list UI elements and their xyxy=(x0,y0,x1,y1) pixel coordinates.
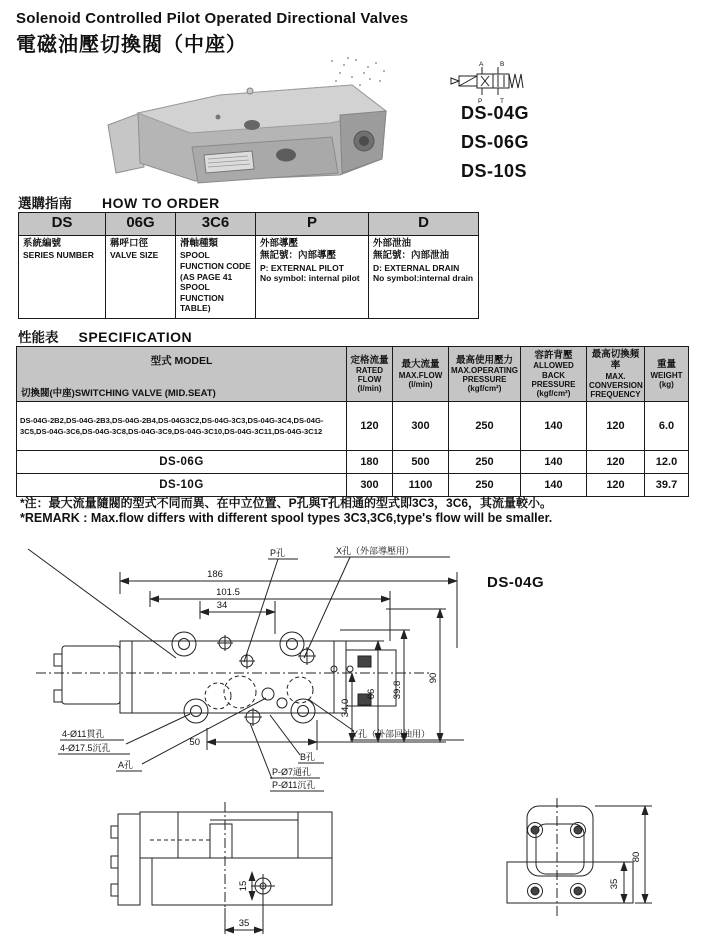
dim-side-35: 35 xyxy=(609,878,620,890)
how-to-order-heading-en: HOW TO ORDER xyxy=(102,195,220,211)
spec-model-header-line2: 切換閥(中座)SWITCHING VALVE (MID.SEAT) xyxy=(21,388,216,399)
spec-cell: 300 xyxy=(347,474,393,497)
order-code-3c6: 3C6 xyxy=(176,213,256,236)
label-p-port: P孔 xyxy=(270,548,286,558)
spec-col-rated-flow xyxy=(347,347,393,402)
order-desc-drain xyxy=(369,236,479,319)
spec-maxop-zh: 最高使用壓力 xyxy=(455,354,513,366)
valve-screw xyxy=(247,88,253,94)
order-desc-spool xyxy=(176,236,256,319)
dim-front-15: 15 xyxy=(238,880,249,892)
dim-50: 50 xyxy=(189,737,200,748)
order-pilot-zh: 外部導壓 xyxy=(260,238,299,249)
valve-screw xyxy=(216,115,221,120)
spec-cell: 120 xyxy=(347,402,393,451)
dim-39-8: 39.8 xyxy=(392,680,403,700)
dim-34-0: 34.0 xyxy=(340,698,351,718)
order-desc-series xyxy=(19,236,106,319)
spec-rated-unit: (l/min) xyxy=(357,384,382,394)
how-to-order-heading-zh: 選購指南 xyxy=(18,196,72,211)
model-ds-10s: DS-10S xyxy=(461,161,528,181)
spec-model-ds06g: DS-06G xyxy=(17,451,347,474)
spec-cell: 6.0 xyxy=(645,402,689,451)
spec-freq-zh: 最高切換頻率 xyxy=(591,348,640,372)
leader-lines xyxy=(58,557,464,791)
specification-heading-en: SPECIFICATION xyxy=(78,329,193,345)
specification-heading-zh: 性能表 xyxy=(18,330,59,345)
how-to-order-heading xyxy=(18,192,220,212)
spec-model-ds10g: DS-10G xyxy=(17,474,347,497)
label-p-through: P-Ø7通孔 xyxy=(272,767,312,777)
valve-end-cylinder-core xyxy=(359,136,369,146)
order-pilot-zh2: 無記號：內部導壓 xyxy=(260,250,337,262)
spec-col-weight xyxy=(645,347,689,402)
spec-freq-en: MAX. CONVERSION FREQUENCY xyxy=(589,371,643,399)
label-b-port: B孔 xyxy=(300,752,316,762)
order-desc-size xyxy=(106,236,176,319)
spec-back-unit: (kgf/cm²) xyxy=(536,388,571,398)
symbol-port-b-label: B xyxy=(500,61,505,68)
port-circle-b xyxy=(277,698,287,708)
spec-col-max-pressure xyxy=(449,347,521,402)
symbol-port-t-label: T xyxy=(500,98,504,105)
spec-cell: 120 xyxy=(587,474,645,497)
spec-back-zh: 容許背壓 xyxy=(534,350,573,362)
order-series-en: SERIES NUMBER xyxy=(23,250,94,261)
spec-cell: 140 xyxy=(521,451,587,474)
model-list xyxy=(461,103,529,182)
port-circle-a xyxy=(262,688,274,700)
dim-90: 90 xyxy=(428,672,439,684)
hydraulic-symbol xyxy=(437,60,555,106)
spec-cell: 140 xyxy=(521,402,587,451)
spec-cell: 12.0 xyxy=(645,451,689,474)
spec-cell: 120 xyxy=(587,451,645,474)
order-drain-zh2: 無記號：內部泄油 xyxy=(373,250,450,262)
valve-nameplate xyxy=(204,151,254,173)
order-size-zh: 稱呼口徑 xyxy=(110,238,149,249)
spec-weight-zh: 重量 xyxy=(656,359,676,371)
order-code-06g: 06G xyxy=(106,213,176,236)
remark-en: *REMARK : Max.flow differs with different spool types 3C3,3C6,type's flow will be smaller. xyxy=(20,511,553,525)
spec-cell: 250 xyxy=(449,402,521,451)
page-title-zh: 電磁油壓切換閥（中座） xyxy=(16,34,247,56)
spec-row-ds06g xyxy=(17,451,689,474)
order-drain-en2: No symbol:internal drain xyxy=(373,273,474,284)
dim-front-35: 35 xyxy=(238,918,250,929)
label-p-counterbore: P-Ø11沉孔 xyxy=(272,780,316,790)
remark-zh: *注：最大流量隨閥的型式不同而異、在中立位置、P孔與T孔相通的型式即3C3，3C6，其流量較小。 xyxy=(20,496,553,510)
order-code-d: D xyxy=(369,213,479,236)
valve-port-hole xyxy=(276,149,296,162)
page-title-en: Solenoid Controlled Pilot Operated Directional Valves xyxy=(16,10,409,27)
order-pilot-en: P: EXTERNAL PILOT xyxy=(260,262,344,273)
spec-back-en: ALLOWED BACK PRESSURE xyxy=(531,361,576,389)
spec-col-max-flow xyxy=(393,347,449,402)
spec-col-back-pressure xyxy=(521,347,587,402)
spec-maxflow-zh: 最大流量 xyxy=(401,359,440,371)
order-drain-zh: 外部泄油 xyxy=(373,238,412,249)
label-counterbore-holes: 4-Ø17.5沉孔 xyxy=(60,743,111,753)
spec-model-ds04g: DS-04G-2B2,DS-04G-2B3,DS-04G-2B4,DS-04G3C2,DS-04G-3C3,DS-04G-3C4,DS-04G-3C5,DS-04G-3C6,DS-04G-3C8,DS-04G-3C9,DS-04G-3C10,DS-04G-3C11,DS-04G-3C12 xyxy=(17,402,347,451)
dim-101-5: 101.5 xyxy=(216,587,240,598)
spec-cell: 500 xyxy=(393,451,449,474)
order-code-ds: DS xyxy=(19,213,106,236)
model-ds-04g: DS-04G xyxy=(461,103,530,123)
spec-row-ds04g xyxy=(17,402,689,451)
valve-top-hole xyxy=(244,120,260,130)
symbol-port-p-label: P xyxy=(478,98,483,105)
order-size-en: VALVE SIZE xyxy=(110,250,159,261)
solenoid-left xyxy=(62,646,120,704)
order-spool-en: SPOOL FUNCTION CODE (AS PAGE 41 SPOOL FUNCTION TABLE) xyxy=(180,250,251,314)
spec-rated-en: RATED FLOW xyxy=(356,366,383,385)
spec-maxflow-unit: (l/min) xyxy=(408,379,433,389)
order-spool-zh: 滑軸種類 xyxy=(180,238,219,249)
dim-side-80: 80 xyxy=(631,851,642,863)
how-to-order-table xyxy=(18,212,479,319)
specification-heading xyxy=(18,326,192,346)
specification-table xyxy=(16,346,689,497)
label-through-holes: 4-Ø11貫孔 xyxy=(62,729,105,739)
spec-maxop-unit: (kgf/cm²) xyxy=(467,384,502,394)
symbol-port-a-label: A xyxy=(479,61,484,68)
spec-weight-en: WEIGHT xyxy=(650,370,683,380)
mounting-hole xyxy=(184,699,208,723)
spec-maxflow-en: MAX.FLOW xyxy=(398,370,443,380)
spec-cell: 250 xyxy=(449,474,521,497)
spec-cell: 300 xyxy=(393,402,449,451)
spec-model-header-line1: 型式 MODEL xyxy=(150,355,213,367)
dim-186: 186 xyxy=(207,569,223,580)
order-desc-pilot xyxy=(256,236,369,319)
front-view xyxy=(111,802,332,934)
spec-cell: 180 xyxy=(347,451,393,474)
spec-cell: 1100 xyxy=(393,474,449,497)
spec-maxop-en: MAX.OPERATING PRESSURE xyxy=(451,366,518,385)
spec-col-frequency xyxy=(587,347,645,402)
photo-speckles xyxy=(331,57,385,86)
spec-cell: 39.7 xyxy=(645,474,689,497)
spec-cell: 140 xyxy=(521,474,587,497)
spec-rated-zh: 定格流量 xyxy=(350,354,389,366)
spec-weight-unit: (kg) xyxy=(659,379,674,389)
spec-col-model xyxy=(17,347,347,402)
model-ds-06g: DS-06G xyxy=(461,132,530,152)
valve-photo xyxy=(100,55,400,190)
order-drain-en: D: EXTERNAL DRAIN xyxy=(373,262,460,273)
dim-34: 34 xyxy=(216,600,228,611)
drawing-caption: DS-04G xyxy=(487,574,545,591)
spec-cell: 120 xyxy=(587,402,645,451)
label-a-port: A孔 xyxy=(118,760,134,770)
order-series-zh: 系統編號 xyxy=(23,238,62,249)
order-pilot-en2: No symbol: internal pilot xyxy=(260,273,360,284)
order-code-p: P xyxy=(256,213,369,236)
label-y-port: Y孔（外部回油用） xyxy=(352,729,431,739)
label-x-port: X孔（外部導壓用） xyxy=(336,546,415,556)
dim-66: 66 xyxy=(366,688,377,700)
dimensional-drawing xyxy=(0,533,702,943)
spec-cell: 250 xyxy=(449,451,521,474)
